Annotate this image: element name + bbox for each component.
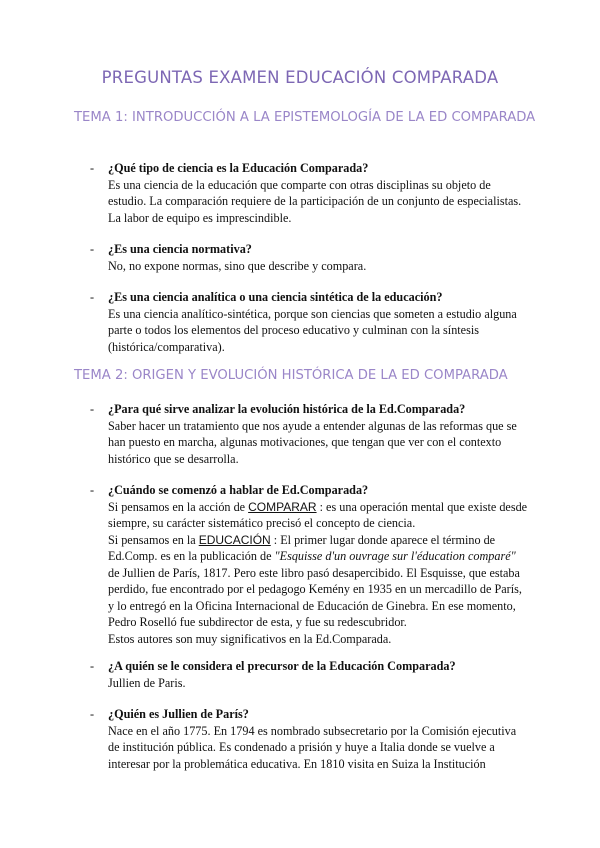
term-educacion: EDUCACIÓN: [198, 532, 271, 547]
qa-item: [90, 401, 530, 467]
section-title-tema-1: TEMA 1: INTRODUCCIÓN A LA EPISTEMOLOGÍA DE LA ED COMPARADA: [74, 110, 536, 125]
publication-title: "Esquisse d'un ouvrage sur l'éducation comparé": [274, 549, 516, 563]
question: ¿Es una ciencia analítica o una ciencia sintética de la educación?: [108, 290, 443, 304]
answer: Es una ciencia de la educación que comparte con otras disciplinas su objeto de estudio. La comparación requiere de la participación de un conjunto de especialistas. La labor de equipo es imprescindible.: [108, 177, 522, 225]
question: ¿A quién se le considera el precursor de la Educación Comparada?: [108, 659, 456, 673]
qa-item: [90, 482, 530, 647]
answer: [108, 499, 530, 648]
answer-text: Si pensamos en la: [108, 532, 199, 547]
qa-item: [90, 160, 530, 226]
answer-paragraph: [108, 499, 530, 532]
answer-paragraph: Estos autores son muy significativos en la Ed.Comparada.: [108, 631, 392, 646]
answer: Nace en el año 1775. En 1794 es nombrado subsecretario por la Comisión ejecutiva de institución pública. Es condenado a prisión y huye a Italia donde se vuelve a interesar por la problemática educativa. En 1810 visita en Suiza la Institución: [108, 723, 517, 771]
bullet: -: [90, 483, 95, 497]
answer-paragraph: [108, 532, 530, 631]
section-title-tema-2: TEMA 2: ORIGEN Y EVOLUCIÓN HISTÓRICA DE LA ED COMPARADA: [74, 368, 508, 383]
question: ¿Qué tipo de ciencia es la Educación Comparada?: [108, 161, 369, 175]
bullet: -: [90, 161, 95, 175]
bullet: -: [90, 659, 95, 673]
answer: No, no expone normas, sino que describe y compara.: [108, 258, 367, 273]
bullet: -: [90, 290, 95, 304]
bullet: -: [90, 707, 95, 721]
answer-text: : es una operación mental que existe desde siempre, su carácter sistemático precisó el concepto de ciencia.: [108, 499, 528, 530]
term-comparar: COMPARAR: [248, 499, 317, 514]
answer-text: Si pensamos en la acción de: [108, 499, 249, 514]
qa-item: [90, 658, 530, 691]
qa-item: [90, 289, 530, 355]
bullet: -: [90, 242, 95, 256]
answer: Saber hacer un tratamiento que nos ayude a entender algunas de las reformas que se han puesto en marcha, algunas motivaciones, que tengan que ver con el contexto histórico que se desarrolla.: [108, 418, 517, 466]
question: ¿Para qué sirve analizar la evolución histórica de la Ed.Comparada?: [108, 402, 466, 416]
qa-item: [90, 706, 530, 772]
bullet: -: [90, 402, 95, 416]
question: ¿Cuándo se comenzó a hablar de Ed.Comparada?: [108, 483, 369, 497]
question: ¿Quién es Jullien de París?: [108, 707, 249, 721]
answer: Es una ciencia analítico-sintética, porque son ciencias que someten a estudio alguna parte o todos los elementos del proceso educativo y culminan con la síntesis (histórica/comparativa).: [108, 306, 517, 354]
qa-item: [90, 241, 530, 274]
answer-text: : El primer lugar donde aparece el término de Ed.Comp. es en la publicación de: [108, 532, 496, 563]
answer: Jullien de Paris.: [108, 675, 186, 690]
answer-text: de Jullien de París, 1817. Pero este libro pasó desapercibido. El Esquisse, que estaba perdido, fue encontrado por el pedagogo Kemény en 1935 en un mercadillo de París, y lo entregó en la Oficina Internacional de Educación de Ginebra. En ese momento, Pedro Roselló fue subdirector de esta, y fue su redescubridor.: [108, 565, 522, 629]
question: ¿Es una ciencia normativa?: [108, 242, 252, 256]
document-title: PREGUNTAS EXAMEN EDUCACIÓN COMPARADA: [101, 68, 499, 87]
